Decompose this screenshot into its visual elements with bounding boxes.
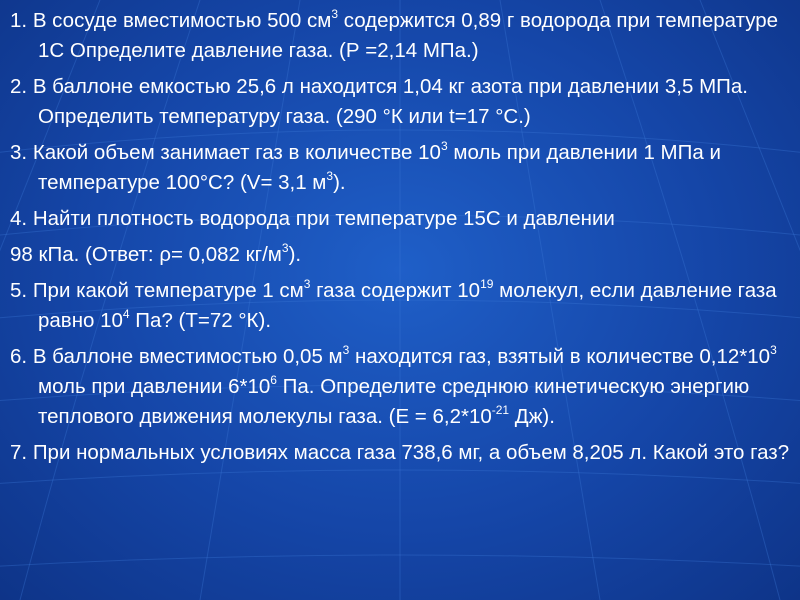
problem-2	[10, 72, 790, 132]
superscript: 4	[122, 307, 130, 322]
problem-4	[10, 204, 790, 234]
problem-text: В баллоне вместимостью 0,05 м	[32, 345, 343, 368]
problem-7	[10, 438, 790, 468]
problem-number: 2.	[10, 75, 28, 98]
superscript: 6	[270, 373, 277, 388]
problem-number: 5.	[10, 279, 28, 302]
problem-number: 7.	[10, 441, 28, 464]
problem-text: молекул, если давление газа равно 10	[38, 279, 777, 332]
problem-number: 4.	[10, 207, 28, 230]
problem-text: газа содержит 10	[310, 279, 481, 302]
problem-text: Па? (Т=72 °К).	[129, 309, 272, 332]
problem-text: Дж).	[509, 405, 555, 428]
problem-text: Па. Определите среднюю кинетическую энергию теплового движения молекулы газа. (Е = 6,2*10	[38, 375, 750, 428]
problem-4-continued	[10, 240, 790, 270]
problem-1	[10, 6, 790, 66]
superscript: -21	[491, 403, 510, 418]
superscript: 19	[480, 277, 494, 292]
problem-text: содержится 0,89 г водорода при температуре 1С Определите давление газа. (Р =2,14 МПа.)	[38, 9, 779, 62]
problem-text: При нормальных условиях масса газа 738,6 мг, а объем 8,205 л. Какой это газ?	[32, 441, 790, 464]
problem-text: При какой температуре 1 см	[32, 279, 304, 302]
problem-text: моль при давлении 1 МПа и температуре 100°С? (V= 3,1 м	[38, 141, 721, 194]
superscript: 3	[331, 7, 339, 22]
problem-list	[10, 6, 790, 474]
problem-5	[10, 276, 790, 336]
problem-text: ).	[333, 171, 346, 194]
problem-text: Найти плотность водорода при температуре 15С и давлении	[32, 207, 615, 230]
problem-3	[10, 138, 790, 198]
problem-text: В баллоне емкостью 25,6 л находится 1,04 кг азота при давлении 3,5 МПа. Определить температуру газа. (290 °К или t=17 °С.)	[32, 75, 748, 128]
problem-text: Какой объем занимает газ в количестве 10	[32, 141, 441, 164]
problem-text: находится газ, взятый в количестве 0,12*10	[349, 345, 771, 368]
superscript: 3	[440, 139, 448, 154]
problem-text: ).	[288, 243, 302, 266]
problem-number: 3.	[10, 141, 28, 164]
problem-number: 6.	[10, 345, 28, 368]
superscript: 3	[770, 343, 777, 358]
superscript: 3	[342, 343, 350, 358]
problem-number: 1.	[10, 9, 28, 32]
superscript: 3	[303, 277, 311, 292]
superscript: 3	[281, 241, 289, 256]
superscript: 3	[326, 169, 334, 184]
problem-text: В сосуде вместимостью 500 см	[32, 9, 332, 32]
problem-text: 98 кПа. (Ответ: ρ= 0,082 кг/м	[10, 243, 282, 266]
problem-6	[10, 342, 790, 432]
problem-text: моль при давлении 6*10	[38, 375, 271, 398]
